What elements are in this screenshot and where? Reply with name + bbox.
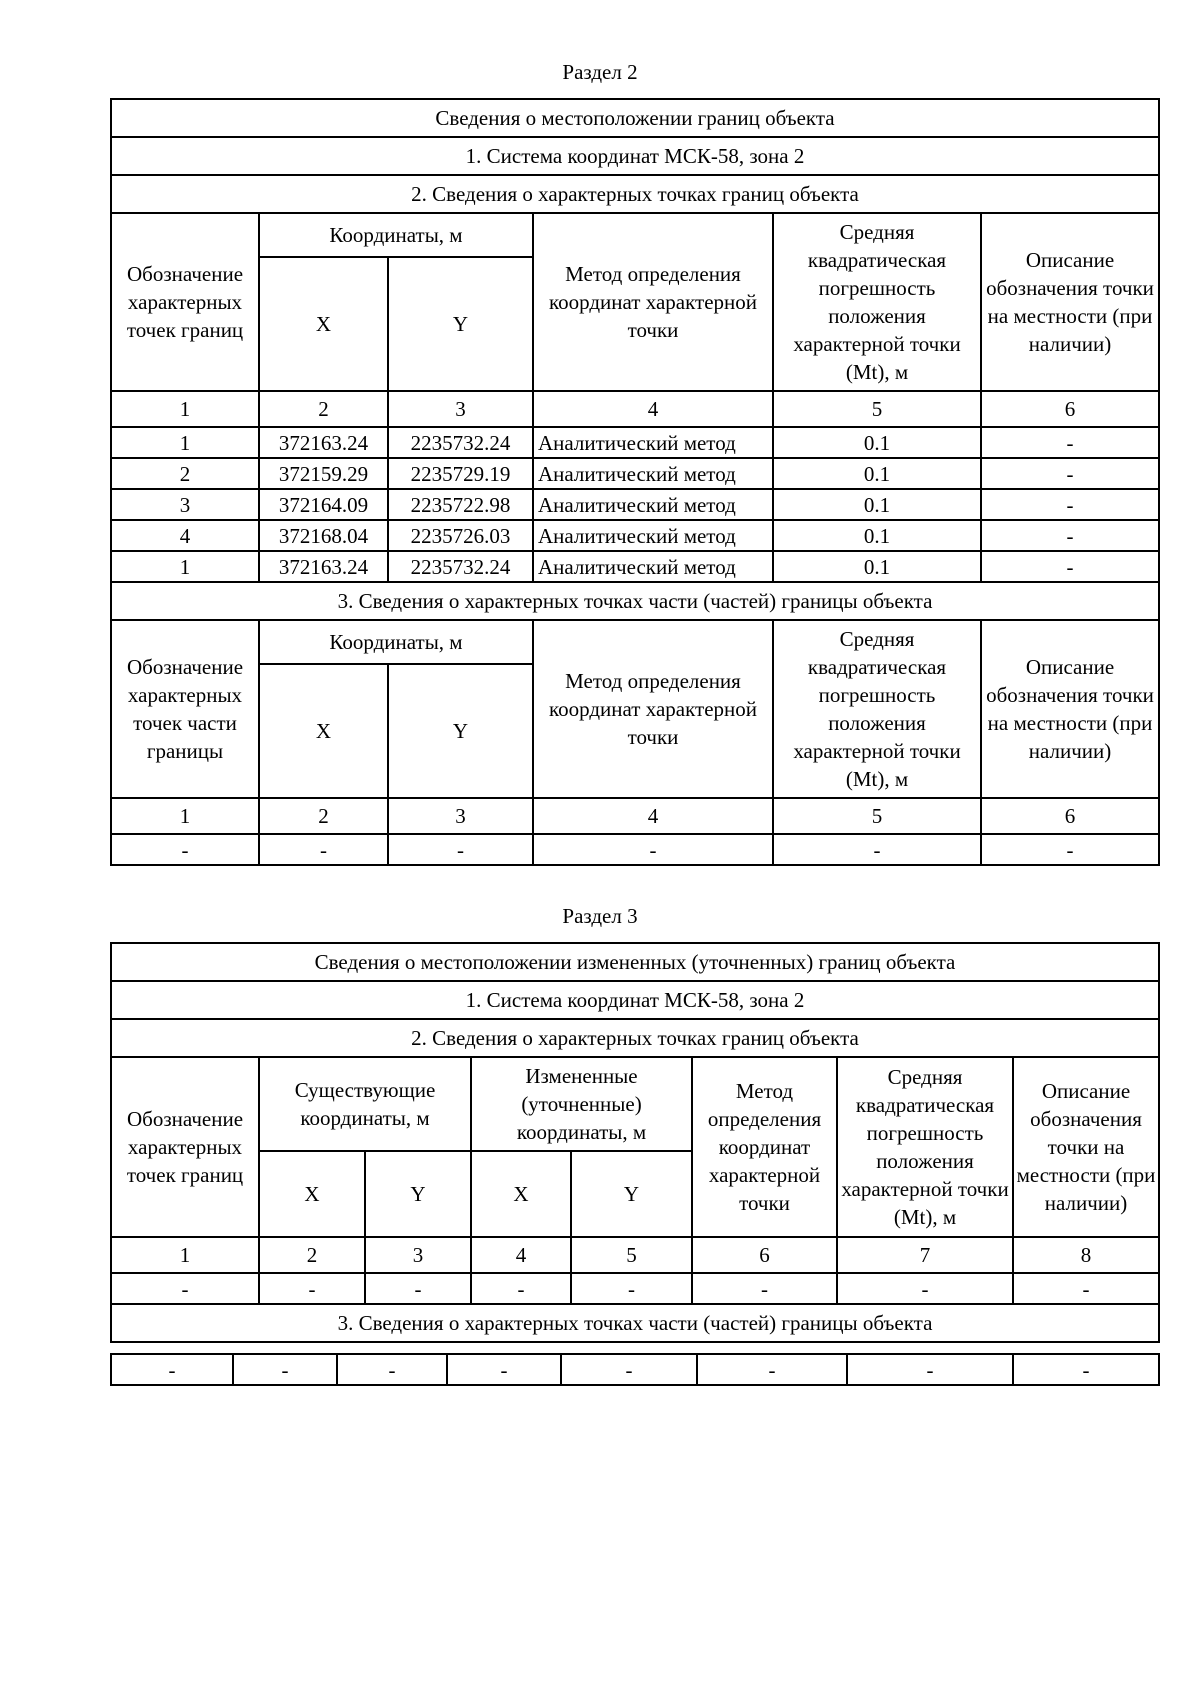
column-number: 2 [259,1237,365,1273]
empty-cell: - [533,834,773,865]
header-changed-y: Y [571,1151,692,1237]
empty-cell: - [847,1354,1013,1385]
header-description: Описание обозначения точки на местности (при наличии) [981,213,1159,391]
header-y: Y [388,257,533,391]
column-number: 3 [365,1237,471,1273]
coord-y: 2235722.98 [388,489,533,520]
column-number: 6 [692,1237,837,1273]
section-3-parts-table [110,1353,1160,1386]
parts-header-designation: Обозначение характерных точек части границы [111,620,259,798]
empty-cell: - [692,1273,837,1304]
points-heading: 2. Сведения о характерных точках границ объекта [111,175,1159,213]
column-number: 2 [259,798,388,834]
column-number: 2 [259,391,388,427]
column-number: 3 [388,391,533,427]
header-designation: Обозначение характерных точек границ [111,1057,259,1237]
empty-cell: - [337,1354,447,1385]
table-row [111,1273,1159,1304]
column-number: 4 [533,798,773,834]
section-2-title: Раздел 2 [562,60,638,84]
table-row [111,1354,1159,1385]
header-error: Средняя квадратическая погрешность положения характерной точки (Mt), м [837,1057,1013,1237]
empty-cell: - [773,834,981,865]
column-number: 1 [111,391,259,427]
method-cell: Аналитический метод [533,520,773,551]
empty-cell: - [837,1273,1013,1304]
coord-x: 372163.24 [259,427,388,458]
parts-header-x: X [259,664,388,798]
column-number: 6 [981,391,1159,427]
empty-cell: - [111,1354,233,1385]
parts-heading: 3. Сведения о характерных точках части (частей) границы объекта [111,1304,1159,1342]
coord-y: 2235732.24 [388,427,533,458]
column-number: 7 [837,1237,1013,1273]
error-cell: 0.1 [773,458,981,489]
coord-x: 372168.04 [259,520,388,551]
column-number: 5 [571,1237,692,1273]
empty-cell: - [259,834,388,865]
method-cell: Аналитический метод [533,489,773,520]
section-3-table [110,942,1160,1343]
table-row [111,834,1159,865]
column-numbers-row [111,391,1159,427]
header-existing-y: Y [365,1151,471,1237]
table-row [111,489,1159,520]
parts-header-coordinates: Координаты, м [259,620,533,664]
empty-cell: - [111,1273,259,1304]
parts-header-y: Y [388,664,533,798]
header-existing-coordinates: Существующие координаты, м [259,1057,471,1151]
column-number: 4 [471,1237,571,1273]
empty-cell: - [561,1354,697,1385]
description-cell: - [981,551,1159,582]
error-cell: 0.1 [773,551,981,582]
error-cell: 0.1 [773,489,981,520]
empty-cell: - [233,1354,337,1385]
empty-cell: - [447,1354,561,1385]
header-method: Метод определения координат характерной точки [692,1057,837,1237]
empty-cell: - [471,1273,571,1304]
section-3-heading: Сведения о местоположении измененных (уточненных) границ объекта [111,943,1159,981]
column-number: 3 [388,798,533,834]
empty-cell: - [1013,1273,1159,1304]
column-numbers-row [111,1237,1159,1273]
coord-y: 2235732.24 [388,551,533,582]
column-number: 8 [1013,1237,1159,1273]
points-heading: 2. Сведения о характерных точках границ объекта [111,1019,1159,1057]
header-existing-x: X [259,1151,365,1237]
column-number: 4 [533,391,773,427]
empty-cell: - [571,1273,692,1304]
table-row [111,551,1159,582]
column-number: 5 [773,391,981,427]
header-method: Метод определения координат характерной точки [533,213,773,391]
description-cell: - [981,520,1159,551]
empty-cell: - [1013,1354,1159,1385]
empty-cell: - [365,1273,471,1304]
coordinate-system: 1. Система координат МСК-58, зона 2 [111,981,1159,1019]
header-x: X [259,257,388,391]
table-row [111,520,1159,551]
point-number: 1 [111,551,259,582]
error-cell: 0.1 [773,520,981,551]
point-number: 2 [111,458,259,489]
parts-header-method: Метод определения координат характерной точки [533,620,773,798]
parts-header-description: Описание обозначения точки на местности (при наличии) [981,620,1159,798]
header-coordinates: Координаты, м [259,213,533,257]
coordinate-system: 1. Система координат МСК-58, зона 2 [111,137,1159,175]
point-number: 3 [111,489,259,520]
table-row [111,458,1159,489]
empty-cell: - [697,1354,847,1385]
empty-cell: - [111,834,259,865]
parts-header-error: Средняя квадратическая погрешность положения характерной точки (Mt), м [773,620,981,798]
coord-y: 2235726.03 [388,520,533,551]
point-number: 1 [111,427,259,458]
column-number: 1 [111,798,259,834]
parts-column-numbers-row [111,798,1159,834]
section-3-title: Раздел 3 [562,904,638,928]
section-2-heading: Сведения о местоположении границ объекта [111,99,1159,137]
error-cell: 0.1 [773,427,981,458]
column-number: 1 [111,1237,259,1273]
header-description: Описание обозначения точки на местности (при наличии) [1013,1057,1159,1237]
header-designation: Обозначение характерных точек границ [111,213,259,391]
header-changed-x: X [471,1151,571,1237]
column-number: 5 [773,798,981,834]
method-cell: Аналитический метод [533,427,773,458]
coord-x: 372164.09 [259,489,388,520]
empty-cell: - [388,834,533,865]
table-row [111,427,1159,458]
empty-cell: - [981,834,1159,865]
coord-y: 2235729.19 [388,458,533,489]
description-cell: - [981,489,1159,520]
header-error: Средняя квадратическая погрешность положения характерной точки (Mt), м [773,213,981,391]
parts-heading: 3. Сведения о характерных точках части (частей) границы объекта [111,582,1159,620]
method-cell: Аналитический метод [533,551,773,582]
header-changed-coordinates: Измененные (уточненные) координаты, м [471,1057,692,1151]
empty-cell: - [259,1273,365,1304]
method-cell: Аналитический метод [533,458,773,489]
coord-x: 372159.29 [259,458,388,489]
section-2-table [110,98,1160,866]
description-cell: - [981,458,1159,489]
point-number: 4 [111,520,259,551]
column-number: 6 [981,798,1159,834]
description-cell: - [981,427,1159,458]
coord-x: 372163.24 [259,551,388,582]
